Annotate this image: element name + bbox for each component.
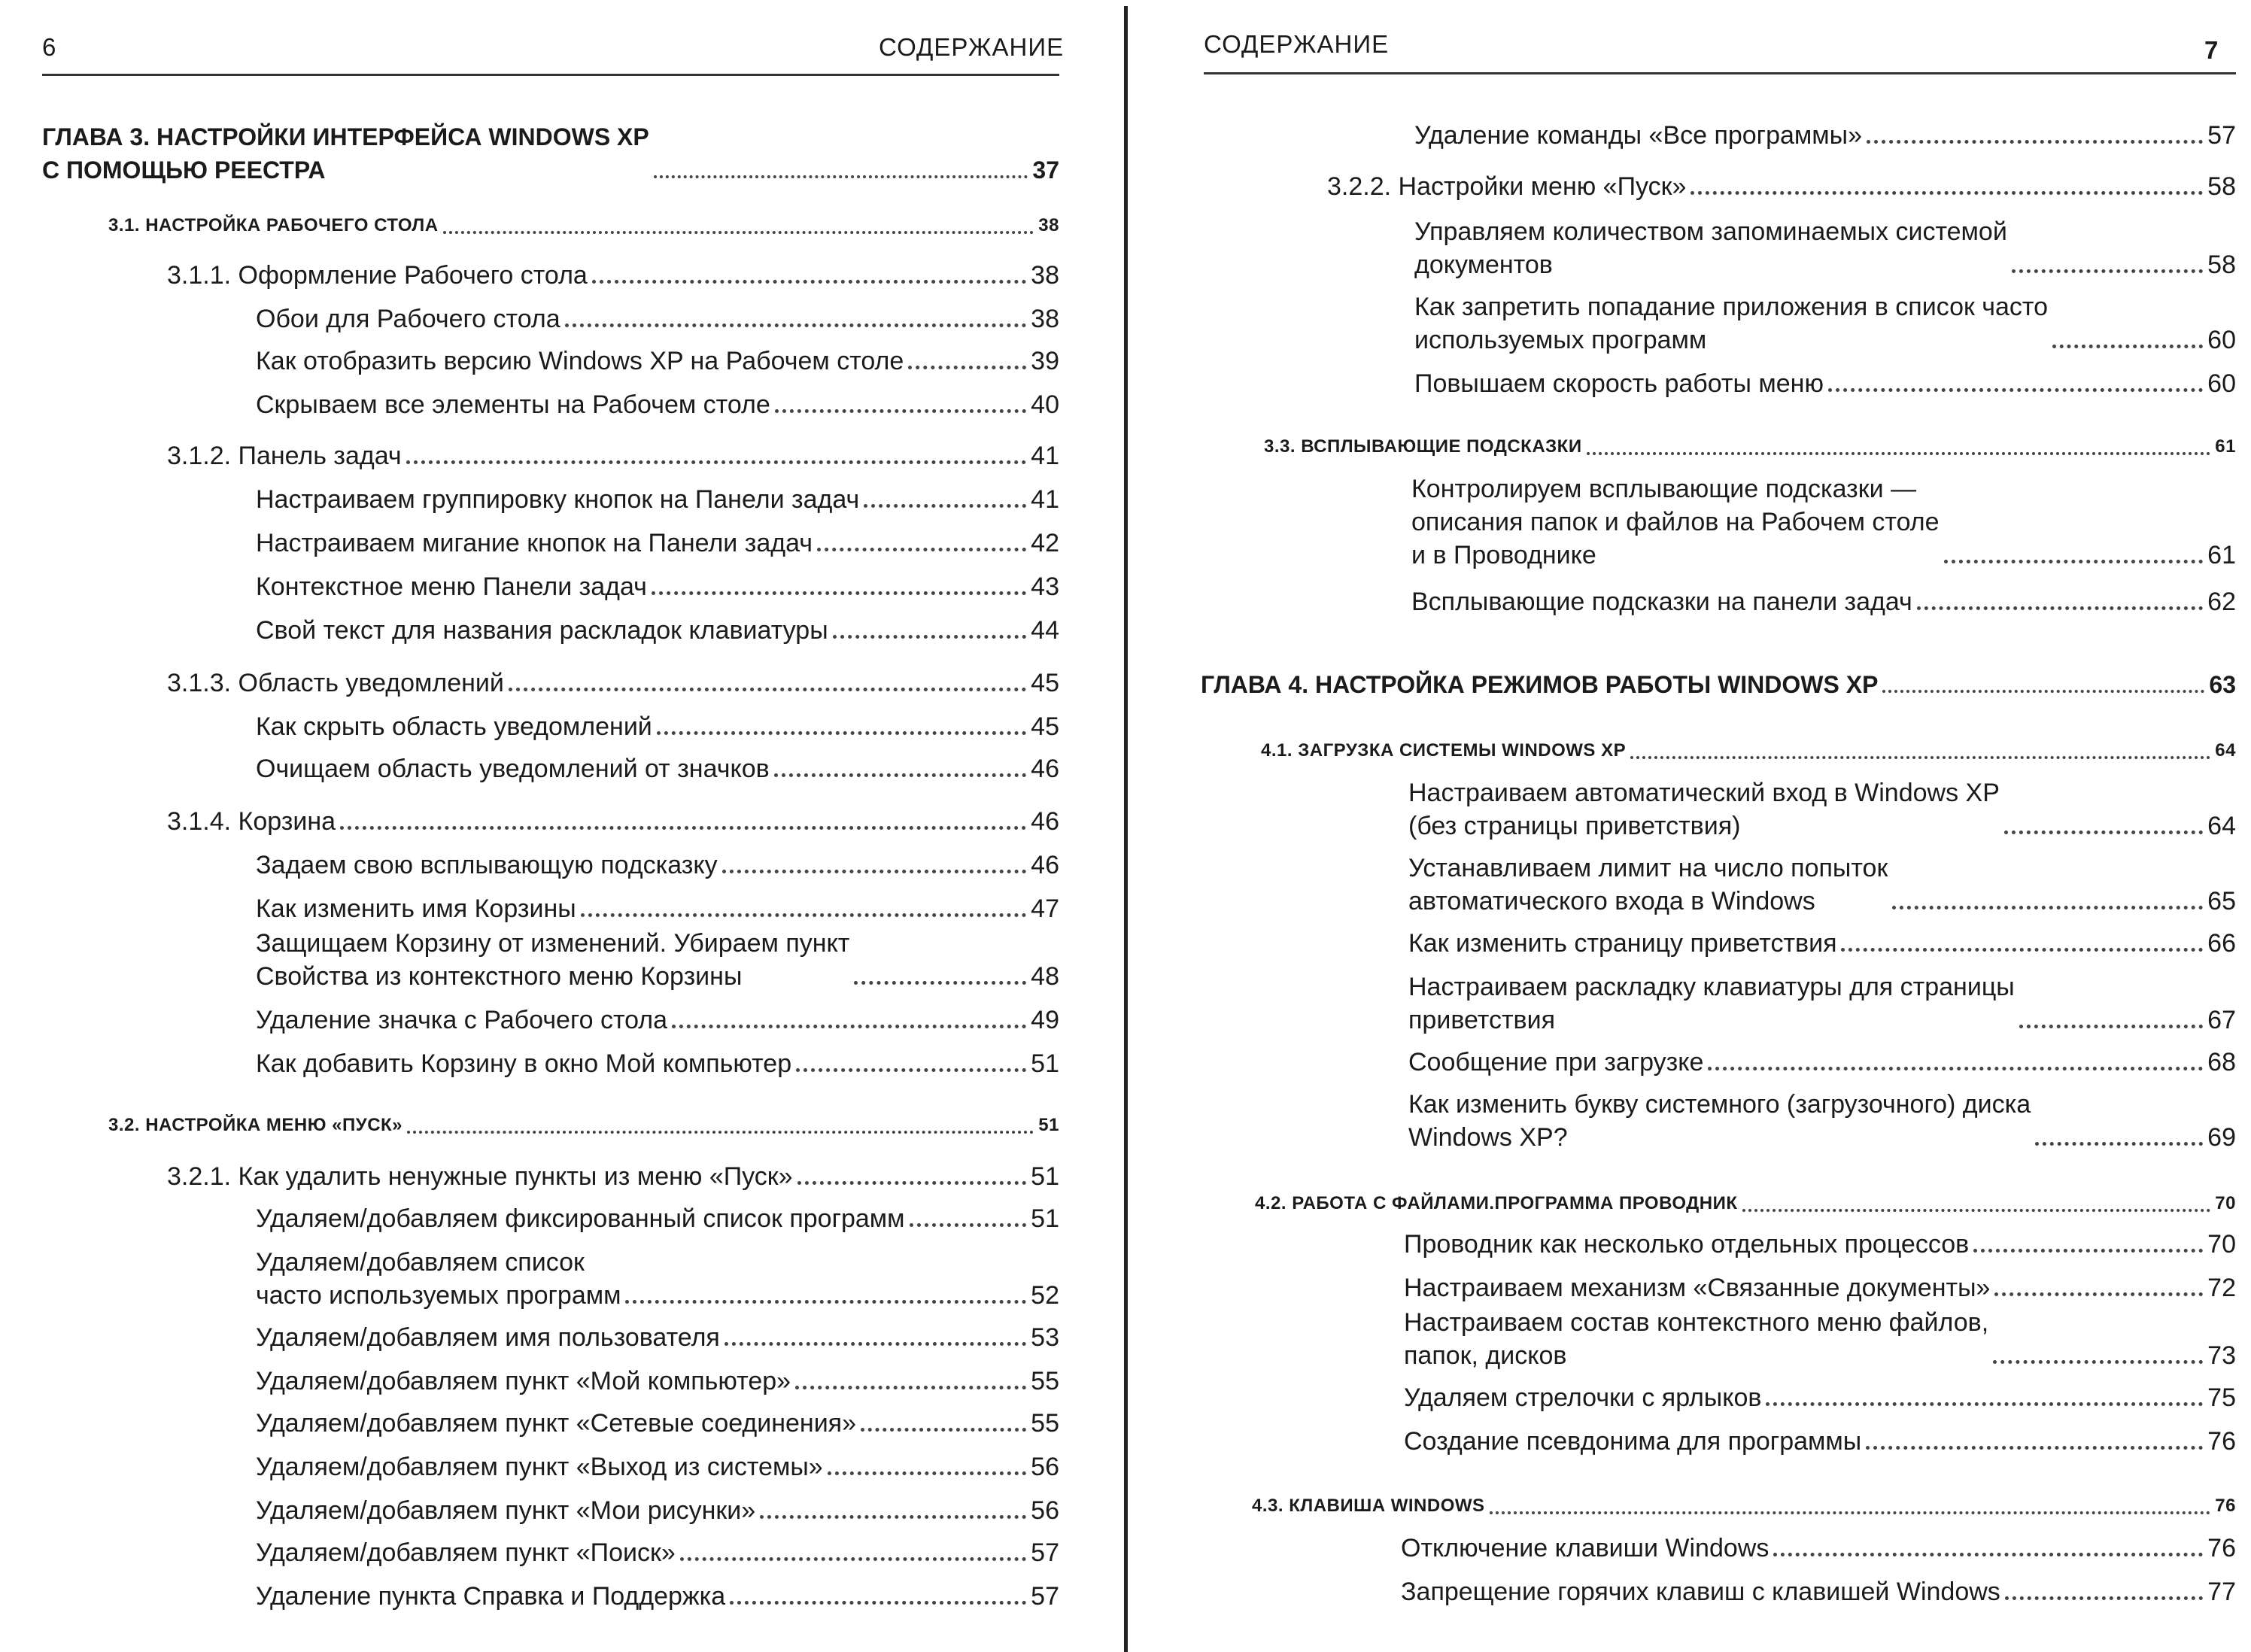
leader-dots	[722, 870, 1027, 873]
toc-entry-title: Удаление пункта Справка и Поддержка	[256, 1582, 726, 1611]
toc-page-number: 51	[1031, 1049, 1059, 1078]
toc-entry-title: Как запретить попадание приложения в список часто используемых программ	[1414, 293, 2049, 354]
toc-entry[interactable]	[256, 1580, 1059, 1613]
toc-entry-title: Всплывающие подсказки на панели задач	[1411, 588, 1912, 616]
toc-entry[interactable]	[256, 1536, 1059, 1569]
leader-dots	[565, 323, 1027, 327]
leader-dots	[1841, 948, 2203, 952]
toc-entry-title: 3.1.2. Панель задач	[167, 442, 402, 470]
leader-dots	[1766, 1402, 2203, 1406]
leader-dots	[340, 826, 1026, 830]
leader-dots	[1867, 140, 2203, 144]
toc-entry[interactable]	[1408, 852, 2236, 918]
toc-page-number: 68	[2207, 1048, 2236, 1077]
leader-dots	[1944, 560, 2204, 563]
toc-page-number: 53	[1031, 1323, 1059, 1352]
toc-page-number: 64	[2215, 740, 2236, 761]
leader-dots	[910, 1223, 1027, 1227]
toc-entry-title: Удаляем/добавляем имя пользователя	[256, 1323, 720, 1352]
leader-dots	[796, 1068, 1026, 1072]
leader-dots	[1587, 452, 2211, 455]
leader-dots	[864, 504, 1026, 508]
toc-entry-title: 3.1.3. Область уведомлений	[167, 669, 504, 697]
leader-dots	[2019, 1025, 2203, 1028]
toc-entry[interactable]	[1408, 1046, 2236, 1079]
toc-entry[interactable]	[1411, 585, 2236, 618]
toc-page-number: 60	[2207, 326, 2236, 354]
toc-page-number: 43	[1031, 572, 1059, 601]
toc-entry-title: Очищаем область уведомлений от значков	[256, 755, 770, 783]
toc-page-number: 49	[1031, 1006, 1059, 1034]
toc-entry-title: 4.1. ЗАГРУЗКА СИСТЕМЫ WINDOWS XP	[1261, 740, 1627, 761]
leader-dots	[2012, 269, 2203, 273]
toc-chapter[interactable]	[1201, 668, 2236, 701]
toc-page-number: 51	[1038, 1115, 1059, 1135]
leader-dots	[443, 231, 1034, 234]
toc-section[interactable]	[1255, 1187, 2236, 1220]
toc-page-number: 64	[2207, 812, 2236, 840]
toc-page-number: 37	[1032, 156, 1059, 184]
toc-entry[interactable]	[1414, 119, 2236, 152]
toc-entry-title: Обои для Рабочего стола	[256, 305, 560, 333]
toc-entry[interactable]	[256, 570, 1059, 603]
toc-entry-title: 3.1. НАСТРОЙКА РАБОЧЕГО СТОЛА	[108, 215, 439, 235]
toc-entry-title: Свой текст для названия раскладок клавиатуры	[256, 616, 828, 645]
toc-chapter-title: ГЛАВА 3. НАСТРОЙКИ ИНТЕРФЕЙСА WINDOWS XP С ПОМОЩЬЮ РЕЕСТРА	[42, 123, 649, 184]
leader-dots	[861, 1428, 1026, 1432]
toc-subsection[interactable]	[167, 667, 1059, 700]
toc-entry[interactable]	[1414, 215, 2236, 281]
toc-page-number: 76	[2207, 1534, 2236, 1562]
toc-subsection[interactable]	[167, 805, 1059, 838]
toc-entry-title: Как изменить страницу приветствия	[1408, 929, 1837, 958]
toc-entry-title: Защищаем Корзину от изменений. Убираем пункт Свойства из контекстного меню Корзины	[256, 929, 850, 991]
leader-dots	[795, 1386, 1026, 1389]
toc-entry-title: Как скрыть область уведомлений	[256, 712, 652, 741]
toc-subsection[interactable]	[1327, 170, 2236, 203]
toc-page-number: 61	[2207, 541, 2236, 569]
toc-page-number: 57	[2207, 121, 2236, 150]
header-rule	[1204, 72, 2236, 74]
toc-entry-title: Повышаем скорость работы меню	[1414, 369, 1824, 398]
leader-dots	[2052, 345, 2203, 348]
toc-entry[interactable]	[256, 388, 1059, 421]
toc-page-number: 58	[2207, 172, 2236, 201]
leader-dots	[1882, 690, 2204, 693]
toc-page-number: 76	[2215, 1496, 2236, 1516]
toc-entry[interactable]	[1414, 367, 2236, 400]
toc-page-number: 40	[1031, 390, 1059, 419]
toc-chapter[interactable]	[42, 120, 1059, 187]
leader-dots	[1630, 756, 2210, 759]
toc-entry-title: Управляем количеством запоминаемых системой документов	[1414, 217, 2007, 279]
toc-page-number: 45	[1031, 712, 1059, 741]
toc-entry[interactable]	[256, 1004, 1059, 1037]
leader-dots	[2035, 1142, 2203, 1146]
toc-entry-title: Проводник как несколько отдельных процессов	[1404, 1230, 1970, 1259]
toc-entry[interactable]	[1414, 290, 2236, 357]
leader-dots	[817, 548, 1026, 551]
toc-page-number: 72	[2207, 1274, 2236, 1302]
toc-entry-title: 4.3. КЛАВИША WINDOWS	[1252, 1496, 1485, 1516]
leader-dots	[407, 1131, 1034, 1134]
leader-dots	[680, 1557, 1026, 1561]
toc-page-number: 57	[1031, 1538, 1059, 1567]
leader-dots	[1994, 1292, 2203, 1296]
right-page	[1129, 0, 2251, 1652]
leader-dots	[828, 1471, 1026, 1475]
toc-subsection[interactable]	[167, 259, 1059, 292]
toc-page-number: 75	[2207, 1383, 2236, 1412]
toc-entry[interactable]	[256, 1047, 1059, 1080]
toc-page-number: 48	[1031, 962, 1059, 991]
toc-page-number: 63	[2209, 671, 2236, 698]
leader-dots	[592, 280, 1026, 284]
toc-page-number: 44	[1031, 616, 1059, 645]
leader-dots	[774, 773, 1026, 777]
leader-dots	[406, 460, 1027, 464]
toc-entry-title: Как добавить Корзину в окно Мой компьютер	[256, 1049, 792, 1078]
toc-entry[interactable]	[256, 752, 1059, 785]
leader-dots	[775, 409, 1026, 413]
header-rule	[42, 74, 1059, 76]
toc-subsection[interactable]	[167, 1160, 1059, 1193]
running-header: СОДЕРЖАНИЕ	[1204, 30, 1390, 58]
toc-page-number: 51	[1031, 1162, 1059, 1191]
toc-page-number: 47	[1031, 894, 1059, 923]
book-spine	[1124, 6, 1128, 1652]
toc-entry[interactable]	[256, 302, 1059, 336]
toc-page-number: 61	[2215, 436, 2236, 457]
toc-entry-title: 3.1.4. Корзина	[167, 807, 336, 836]
toc-page-number: 38	[1038, 215, 1059, 235]
toc-page-number: 45	[1031, 669, 1059, 697]
toc-page-number: 69	[2207, 1123, 2236, 1152]
toc-page-number: 41	[1031, 442, 1059, 470]
toc-entry[interactable]	[256, 892, 1059, 925]
toc-entry[interactable]	[256, 614, 1059, 647]
toc-entry-title: Удаляем/добавляем пункт «Мои рисунки»	[256, 1496, 756, 1525]
toc-section[interactable]	[108, 209, 1059, 242]
toc-entry-title: Настраиваем группировку кнопок на Панели задач	[256, 485, 860, 514]
leader-dots	[657, 731, 1026, 735]
toc-page-number: 39	[1031, 347, 1059, 375]
toc-section[interactable]	[1252, 1490, 2236, 1523]
toc-page-number: 51	[1031, 1204, 1059, 1233]
toc-entry[interactable]	[256, 1365, 1059, 1398]
toc-entry-title: 3.2. НАСТРОЙКА МЕНЮ «ПУСК»	[108, 1115, 403, 1135]
toc-page-number: 70	[2207, 1230, 2236, 1259]
toc-entry[interactable]	[1404, 1381, 2236, 1414]
toc-entry-title: Удаление значка с Рабочего стола	[256, 1006, 668, 1034]
toc-entry-title: Устанавливаем лимит на число попыток автоматического входа в Windows	[1408, 854, 1888, 916]
leader-dots	[1866, 1446, 2203, 1450]
toc-entry[interactable]	[256, 849, 1059, 882]
toc-entry-title: Запрещение горячих клавиш с клавишей Windows	[1401, 1578, 2000, 1606]
toc-entry[interactable]	[1401, 1532, 2236, 1565]
leader-dots	[1973, 1249, 2203, 1253]
toc-entry[interactable]	[1411, 472, 2236, 572]
toc-subsection[interactable]	[167, 439, 1059, 472]
leader-dots	[1828, 388, 2203, 392]
leader-dots	[1993, 1360, 2203, 1364]
leader-dots	[1742, 1209, 2211, 1212]
toc-page-number: 62	[2207, 588, 2236, 616]
toc-entry-title: Удаляем/добавляем пункт «Выход из системы»	[256, 1453, 823, 1481]
leader-dots	[2004, 831, 2203, 834]
leader-dots	[652, 591, 1026, 595]
toc-page-number: 46	[1031, 755, 1059, 783]
page-number: 6	[42, 33, 57, 61]
toc-page-number: 77	[2207, 1578, 2236, 1606]
toc-entry-title: Отключение клавиши Windows	[1401, 1534, 1770, 1562]
leader-dots	[1691, 191, 2203, 195]
toc-page-number: 56	[1031, 1453, 1059, 1481]
leader-dots	[854, 981, 1026, 985]
toc-entry-title: Создание псевдонима для программы	[1404, 1427, 1862, 1456]
toc-page-number: 73	[2207, 1341, 2236, 1370]
toc-entry-title: Как отобразить версию Windows XP на Рабочем столе	[256, 347, 904, 375]
leader-dots	[730, 1601, 1026, 1605]
toc-entry-title: 3.1.1. Оформление Рабочего стола	[167, 261, 588, 290]
toc-page-number: 60	[2207, 369, 2236, 398]
toc-entry-title: Настраиваем мигание кнопок на Панели задач	[256, 529, 813, 557]
leader-dots	[908, 366, 1026, 369]
toc-page-number: 65	[2207, 887, 2236, 916]
leader-dots	[1773, 1553, 2203, 1556]
toc-chapter-title: ГЛАВА 4. НАСТРОЙКА РЕЖИМОВ РАБОТЫ WINDOWS XP	[1201, 671, 1879, 698]
toc-entry[interactable]	[256, 1407, 1059, 1440]
leader-dots	[725, 1342, 1026, 1346]
toc-entry[interactable]	[256, 1202, 1059, 1235]
toc-page-number: 58	[2207, 251, 2236, 279]
leader-dots	[581, 913, 1027, 917]
toc-entry-title: Контролируем всплывающие подсказки — описания папок и файлов на Рабочем столе и в Проводнике	[1411, 475, 1940, 569]
toc-entry-title: 3.2.1. Как удалить ненужные пункты из меню «Пуск»	[167, 1162, 793, 1191]
toc-entry-title: Как изменить букву системного (загрузочного) диска Windows XP?	[1408, 1090, 2031, 1152]
toc-entry-title: Как изменить имя Корзины	[256, 894, 576, 923]
toc-page-number: 41	[1031, 485, 1059, 514]
toc-section[interactable]	[1261, 734, 2236, 767]
toc-entry[interactable]	[1404, 1271, 2236, 1304]
toc-entry-title: Удаляем/добавляем пункт «Поиск»	[256, 1538, 676, 1567]
toc-entry[interactable]	[256, 710, 1059, 743]
leader-dots	[654, 175, 1028, 178]
toc-page-number: 55	[1031, 1367, 1059, 1395]
toc-entry[interactable]	[256, 483, 1059, 516]
toc-section[interactable]	[1264, 430, 2236, 463]
leader-dots	[1917, 606, 2203, 610]
toc-entry[interactable]	[1408, 776, 2236, 843]
toc-entry[interactable]	[1408, 927, 2236, 960]
toc-entry-title: Скрываем все элементы на Рабочем столе	[256, 390, 770, 419]
toc-entry[interactable]	[256, 1450, 1059, 1483]
toc-section[interactable]	[108, 1109, 1059, 1142]
leader-dots	[833, 635, 1027, 639]
toc-entry[interactable]	[256, 345, 1059, 378]
leader-dots	[672, 1025, 1026, 1028]
toc-entry-title: Удаляем/добавляем пункт «Мой компьютер»	[256, 1367, 791, 1395]
toc-entry[interactable]	[1408, 1088, 2236, 1154]
toc-page-number: 55	[1031, 1409, 1059, 1438]
toc-entry-title: Контекстное меню Панели задач	[256, 572, 647, 601]
toc-page-number: 38	[1031, 305, 1059, 333]
toc-entry-title: 3.2.2. Настройки меню «Пуск»	[1327, 172, 1687, 201]
toc-page-number: 52	[1031, 1281, 1059, 1310]
toc-entry[interactable]	[256, 927, 1059, 993]
toc-entry-title: Сообщение при загрузке	[1408, 1048, 1704, 1077]
toc-page-number: 66	[2207, 929, 2236, 958]
toc-page-number: 46	[1031, 851, 1059, 879]
toc-entry[interactable]	[256, 1246, 1059, 1312]
toc-entry[interactable]	[256, 1494, 1059, 1527]
toc-entry[interactable]	[1404, 1425, 2236, 1458]
toc-page-number: 56	[1031, 1496, 1059, 1525]
toc-entry-title: Настраиваем автоматический вход в Windows XP (без страницы приветствия)	[1408, 779, 2000, 840]
running-header: СОДЕРЖАНИЕ	[879, 33, 1065, 61]
leader-dots	[625, 1300, 1026, 1304]
toc-entry-title: Удаляем/добавляем фиксированный список программ	[256, 1204, 905, 1233]
toc-entry-title: Удаляем/добавляем пункт «Сетевые соединения»	[256, 1409, 857, 1438]
page-number: 7	[2204, 36, 2219, 64]
toc-entry-title: Задаем свою всплывающую подсказку	[256, 851, 718, 879]
leader-dots	[1490, 1511, 2211, 1514]
toc-entry-title: Удаляем/добавляем список часто используемых программ	[256, 1248, 621, 1310]
toc-entry[interactable]	[1404, 1228, 2236, 1261]
toc-page-number: 46	[1031, 807, 1059, 836]
toc-entry-title: Настраиваем механизм «Связанные документы»	[1404, 1274, 1991, 1302]
leader-dots	[1892, 906, 2203, 910]
leader-dots	[760, 1515, 1026, 1519]
toc-page-number: 38	[1031, 261, 1059, 290]
toc-entry-title: Настраиваем раскладку клавиатуры для страницы приветствия	[1408, 973, 2015, 1034]
toc-entry-title: 4.2. РАБОТА С ФАЙЛАМИ.ПРОГРАММА ПРОВОДНИК	[1255, 1193, 1738, 1213]
toc-entry[interactable]	[256, 1321, 1059, 1354]
leader-dots	[1708, 1067, 2203, 1070]
toc-entry-title: Настраиваем состав контекстного меню файлов, папок, дисков	[1404, 1308, 1989, 1370]
toc-entry[interactable]	[1401, 1575, 2236, 1608]
toc-page-number: 70	[2215, 1193, 2236, 1213]
toc-page-number: 57	[1031, 1582, 1059, 1611]
leader-dots	[509, 688, 1026, 691]
toc-page-number: 76	[2207, 1427, 2236, 1456]
toc-entry-title: 3.3. ВСПЛЫВАЮЩИЕ ПОДСКАЗКИ	[1264, 436, 1582, 457]
toc-page-number: 42	[1031, 529, 1059, 557]
toc-page-number: 67	[2207, 1006, 2236, 1034]
toc-entry[interactable]	[256, 527, 1059, 560]
toc-entry-title: Удаляем стрелочки с ярлыков	[1404, 1383, 1762, 1412]
toc-entry-title: Удаление команды «Все программы»	[1414, 121, 1862, 150]
leader-dots	[797, 1181, 1027, 1185]
leader-dots	[2005, 1596, 2203, 1600]
toc-entry[interactable]	[1404, 1306, 2236, 1372]
toc-entry[interactable]	[1408, 970, 2236, 1037]
